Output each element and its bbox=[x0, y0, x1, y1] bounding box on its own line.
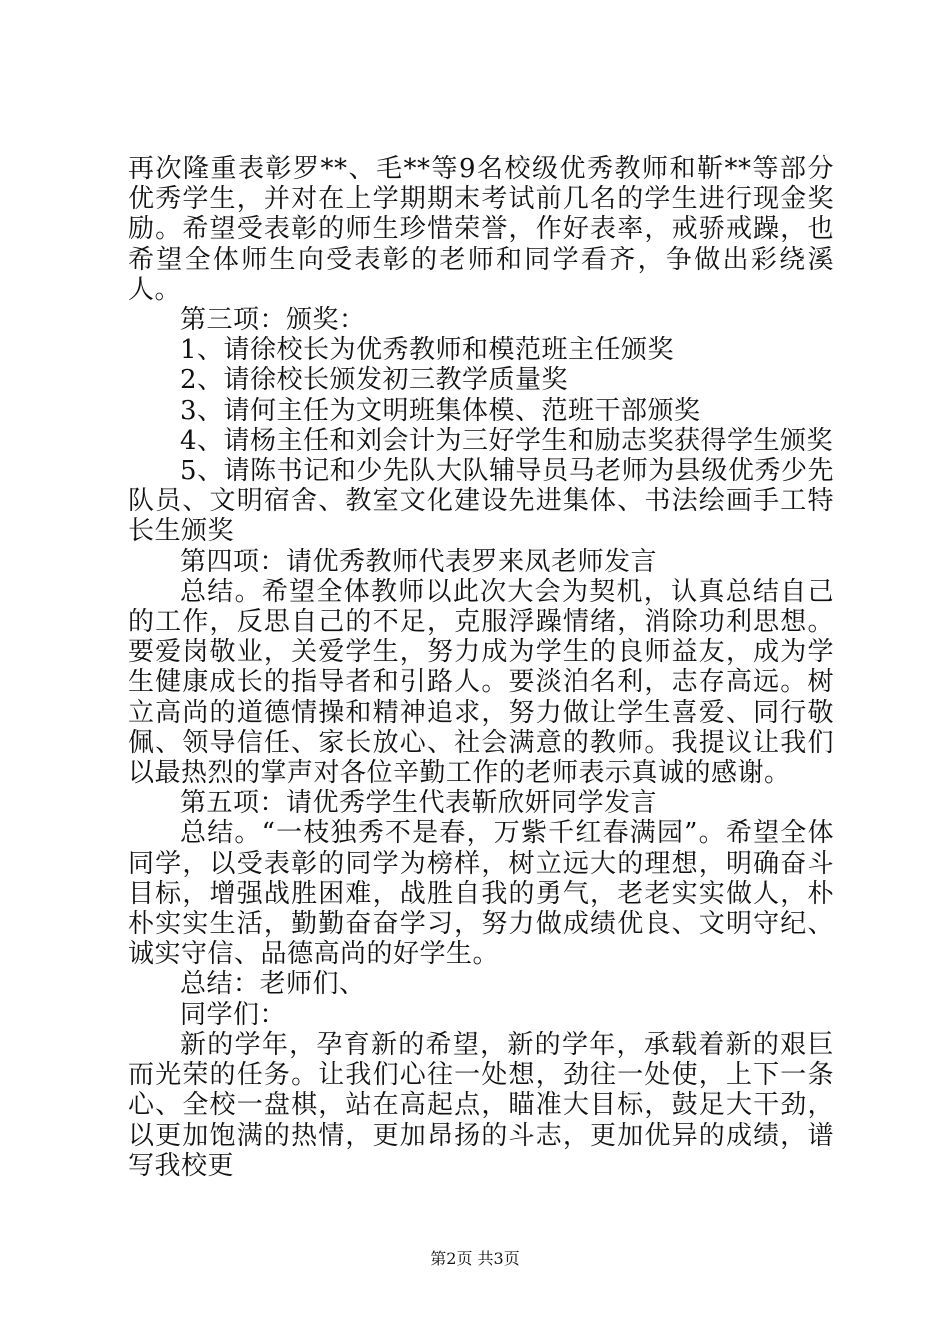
document-paragraph: 新的学年，孕育新的希望，新的学年，承载着新的艰巨而光荣的任务。让我们心往一处想，劲往一处使，上下一条心、全校一盘棋，站在高起点，瞄准大目标，鼓足大干劲，以更加饱满的热情，更加昂扬的斗志，更加优异的成绩，谱写我校更 bbox=[128, 1029, 834, 1181]
document-paragraph: 2、请徐校长颁发初三教学质量奖 bbox=[180, 365, 569, 396]
document-paragraph: 第五项：请优秀学生代表靳欣妍同学发言 bbox=[180, 788, 658, 819]
document-paragraph: 3、请何主任为文明班集体模、范班干部颁奖 bbox=[180, 395, 701, 426]
document-paragraph: 总结。希望全体教师以此次大会为契机，认真总结自己的工作，反思自己的不足，克服浮躁情绪，消除功利思想。要爱岗敬业，关爱学生，努力成为学生的良师益友，成为学生健康成长的指导者和引路人。要淡泊名利，志存高远。树立高尚的道德情操和精神追求，努力做让学生喜爱、同行敬佩、领导信任、家长放心、社会满意的教师。我提议让我们以最热烈的掌声对各位辛勤工作的老师表示真诚的感谢。 bbox=[128, 576, 834, 789]
document-paragraph: 第四项：请优秀教师代表罗来凤老师发言 bbox=[180, 546, 658, 577]
document-paragraph: 第三项：颁奖： bbox=[180, 305, 366, 336]
document-paragraph: 同学们： bbox=[180, 999, 287, 1030]
document-body bbox=[128, 154, 834, 1181]
document-paragraph: 4、请杨主任和刘会计为三好学生和励志奖获得学生颁奖 bbox=[180, 425, 834, 456]
document-paragraph: 再次隆重表彰罗**、毛**等9名校级优秀教师和靳**等部分优秀学生，并对在上学期期末考试前几名的学生进行现金奖励。希望受表彰的师生珍惜荣誉，作好表率，戒骄戒躁，也希望全体师生向受表彰的老师和同学看齐，争做出彩绕溪人。 bbox=[128, 154, 834, 305]
page-footer: 第2页 共3页 bbox=[430, 1249, 520, 1268]
document-paragraph: 5、请陈书记和少先队大队辅导员马老师为县级优秀少先队员、文明宿舍、教室文化建设先进集体、书法绘画手工特长生颁奖 bbox=[128, 456, 834, 547]
document-paragraph: 总结：老师们、 bbox=[180, 969, 366, 1000]
document-paragraph: 1、请徐校长为优秀教师和模范班主任颁奖 bbox=[180, 335, 675, 366]
document-paragraph: 总结。“一枝独秀不是春，万紫千红春满园”。希望全体同学，以受表彰的同学为榜样，树立远大的理想，明确奋斗目标，增强战胜困难，战胜自我的勇气，老老实实做人，朴朴实实生活，勤勤奋奋学习，努力做成绩优良、文明守纪、诚实守信、品德高尚的好学生。 bbox=[128, 818, 834, 970]
